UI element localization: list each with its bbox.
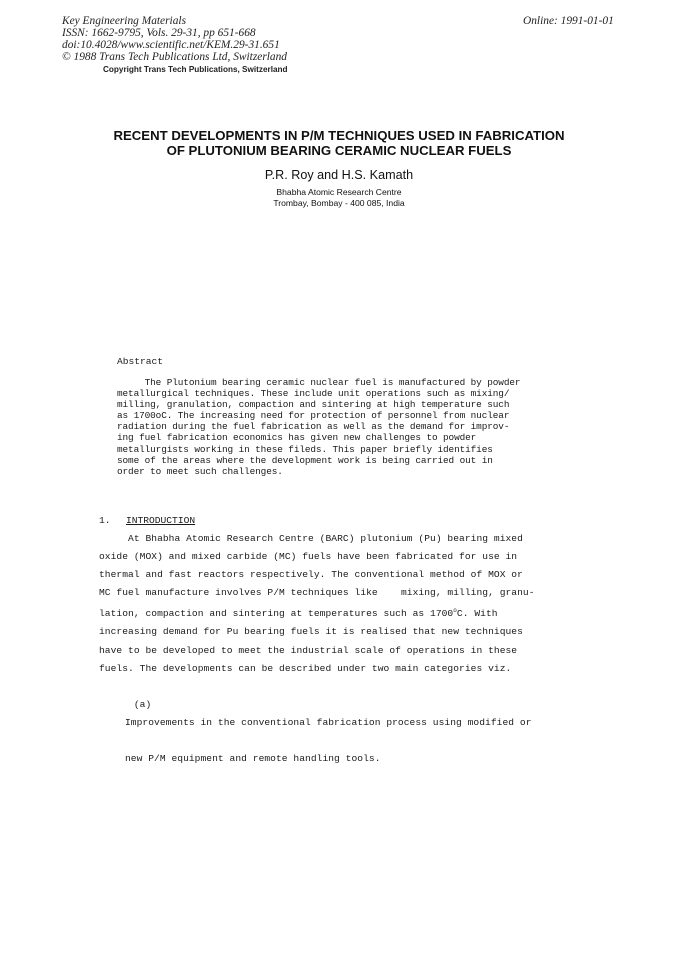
degree-superscript: o bbox=[453, 607, 457, 615]
online-date: Online: 1991-01-01 bbox=[523, 15, 614, 27]
intro-line-tail: C. With bbox=[456, 608, 498, 620]
paper-title-line-2: OF PLUTONIUM BEARING CERAMIC NUCLEAR FUELS bbox=[166, 143, 512, 158]
authors: P.R. Roy and H.S. Kamath bbox=[264, 168, 414, 182]
abstract-line: metallurgists working in these fileds. This paper briefly identifies bbox=[117, 443, 493, 455]
doi-line: doi:10.4028/www.scientific.net/KEM.29-31.651 bbox=[62, 39, 280, 51]
abstract-line: The Plutonium bearing ceramic nuclear fuel is manufactured by powder bbox=[117, 377, 521, 388]
list-item-a bbox=[99, 678, 535, 750]
intro-line: increasing demand for Pu bearing fuels it is realised that new techniques bbox=[99, 626, 523, 638]
intro-line: thermal and fast reactors respectively. The conventional method of MOX or bbox=[99, 569, 523, 581]
paper-title-line-1: RECENT DEVELOPMENTS IN P/M TECHNIQUES USED IN FABRICATION bbox=[113, 128, 565, 143]
intro-line-text: lation, compaction and sintering at temperatures such as 1700 bbox=[99, 608, 454, 620]
abstract-line: milling, granulation, compaction and sintering at high temperature such bbox=[117, 399, 510, 411]
abstract-line: order to meet such challenges. bbox=[117, 465, 283, 477]
copyright-notice: Copyright Trans Tech Publications, Switzerland bbox=[103, 65, 288, 74]
abstract-line: ing fuel fabrication economics has given new challenges to powder bbox=[117, 432, 477, 444]
intro-line: At Bhabha Atomic Research Centre (BARC) plutonium (Pu) bearing mixed bbox=[99, 533, 523, 544]
intro-line bbox=[99, 602, 535, 623]
intro-line: have to be developed to meet the industrial scale of operations in these bbox=[99, 644, 518, 656]
copyright-line: © 1988 Trans Tech Publications Ltd, Switzerland bbox=[62, 51, 287, 63]
affiliation-line-2: Trombay, Bombay - 400 085, India bbox=[273, 198, 405, 208]
journal-name: Key Engineering Materials bbox=[62, 15, 187, 27]
intro-line: MC fuel manufacture involves P/M techniques like mixing, milling, granu- bbox=[99, 587, 535, 599]
section-number: 1. bbox=[99, 515, 111, 526]
list-item-label: (a) bbox=[133, 698, 152, 710]
list-item-text: Improvements in the conventional fabrication process using modified or bbox=[125, 716, 532, 728]
list-item-continuation: new P/M equipment and remote handling tools. bbox=[125, 753, 381, 765]
intro-line: oxide (MOX) and mixed carbide (MC) fuels have been fabricated for use in bbox=[99, 551, 518, 563]
affiliation-line-1: Bhabha Atomic Research Centre bbox=[276, 187, 402, 197]
abstract-line: metallurgical techniques. These include unit operations such as mixing/ bbox=[117, 388, 510, 400]
introduction-body bbox=[99, 530, 535, 768]
issn-line: ISSN: 1662-9795, Vols. 29-31, pp 651-668 bbox=[62, 27, 256, 39]
abstract-line: radiation during the fuel fabrication as well as the demand for improv- bbox=[117, 421, 510, 433]
section-heading: INTRODUCTION bbox=[126, 515, 196, 526]
abstract-line: some of the areas where the development work is being carried out in bbox=[117, 454, 493, 466]
intro-line: fuels. The developments can be described under two main categories viz. bbox=[99, 662, 512, 674]
abstract-heading: Abstract bbox=[117, 356, 164, 367]
abstract-line: as 1700oC. The increasing need for protection of personnel from nuclear bbox=[117, 410, 510, 422]
abstract-body bbox=[117, 377, 520, 477]
